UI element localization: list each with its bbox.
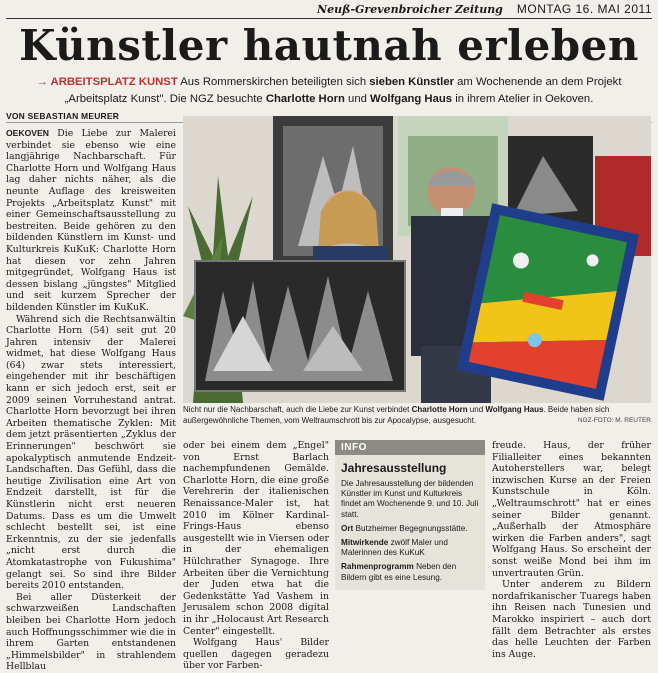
caption-text: Nicht nur die Nachbarschaft, auch die Liebe zur Kunst verbindet: [183, 405, 412, 414]
info-label: Rahmenprogramm: [341, 562, 414, 572]
article-column-3: [492, 440, 651, 660]
info-value: Butzheimer Begegnungsstätte.: [353, 523, 468, 533]
article-column-1: [6, 128, 176, 673]
info-label: Ort: [341, 523, 354, 533]
paragraph: Bei aller Düsterkeit der schwarzweißen Landschaften bleiben bei Charlotte Horn jedoch auch Hoffnungsschimmer wie die in ihrem Garten entstandenen „Himmelsbilder" in strahlendem Hellblau: [6, 591, 176, 673]
article-photo: [183, 116, 651, 403]
info-tag: INFO: [335, 440, 485, 455]
photo-credit: NGZ-FOTO: M. REUTER: [577, 416, 651, 424]
article-column-2: [183, 440, 329, 672]
article-headline: Künstler hautnah erleben: [19, 21, 639, 70]
teaser-text: und: [344, 93, 371, 105]
info-title: Jahresausstellung: [341, 461, 447, 475]
caption-bold: Charlotte Horn: [411, 405, 468, 414]
byline: VON SEBASTIAN MEURER: [6, 111, 120, 121]
teaser-kicker: → ARBEITSPLATZ KUNST: [36, 76, 178, 88]
teaser-text: in ihrem Atelier in Oekoven.: [452, 93, 594, 105]
photo-illustration: [183, 116, 651, 403]
paragraph: Während sich die Rechtsanwältin Charlotte Horn (54) seit gut 20 Jahren intensiv der Malerei widmet, hat diese Wolfgang Haus (64) zwar stets interessiert, eingehender mit ihr beschäftigen kann er sich jedoch erst, seit er 2009 seinen Vorruhestand antrat. Charlotte Horn bevorzugt bei ihren Arbeiten thematische Zyklen: Mit dem jetzt präsentierten „Zyklus der Erinnerungen" beschwört sie apokalyptisch anmutende Endzeit-Landschaften. Das Gefühl, dass die heutige Zivilisation eine Art von Endzeit darstellt, ist für die Künstlerin nicht erst neueren Datums. Dass es um die Umwelt schlecht bestellt sei, ist eine Erkenntnis, zu der sie jedenfalls „nicht erst durch die Atomkatastrophe von Fukushima" gelangt sei. So sind ihre Bilder bereits 2010 entstanden.: [6, 313, 176, 592]
caption-text: . Beide haben sich außergewöhnliche Themen, vom Weltraumschrott bis zur Apocalypse, ausgesucht.: [183, 405, 610, 425]
paragraph: [6, 128, 176, 314]
paragraph: freude. Haus, der früher Filialleiter eines bekannten Autoherstellers war, belegt inzwischen Kurse an der Freien Kunstschule in Köln. „Weltraumschrott" hat er eines seiner Bilder genannt. „Außerhalb der Atmosphäre wirken die Farben anders", sagt Wolfgang Haus. So erscheint der sonst weiße Mond bei ihm im unvertrauten Grün.: [492, 440, 651, 579]
teaser-text: am Wochenende an dem Projekt „Arbeitsplatz Kunst". Die NGZ besuchte: [64, 76, 622, 105]
paragraph-text: Die Liebe zur Malerei verbindet sie ebenso wie eine langjährige Nachbarschaft. Für Charlotte Horn und Wolfgang Haus lag daher nichts näher, als die neunte Auflage des kreisweiten Projekts „Arbeitsplatz Kunst" mit einer Gemeinschaftsausstellung zu bestreiten. Beide gehören zu den bildenden Künstlern im Kunst- und Kulturkreis KuKuK: Charlotte Horn hat diesen vor zehn Jahren mitgegründet, Wolfgang Haus ist dessen bislang „jüngstes" Mitglied und seit kurzem Sprecher der bildenden Künstler im KuKuK.: [6, 128, 176, 313]
issue-date: MONTAG 16. MAI 2011: [516, 2, 652, 16]
info-program: [335, 560, 485, 584]
info-label: Mitwirkende: [341, 538, 389, 548]
teaser-bold: sieben Künstler: [369, 76, 454, 88]
info-location: [335, 522, 485, 536]
masthead: [6, 0, 652, 19]
info-box: [335, 440, 485, 590]
teaser-text: Aus Rommerskirchen beteiligten sich: [177, 76, 370, 88]
photo-caption: [183, 405, 651, 426]
teaser-bold: Wolfgang Haus: [370, 93, 453, 105]
paragraph: Unter anderem zu Bildern nordafrikanischer Tuaregs haben ihn Reisen nach Tunesien und Marokko inspiriert – auch dort fällt dem Betrachter als erstes das helle Leuchten der Farben ins Auge.: [492, 579, 651, 660]
info-participants: [335, 536, 485, 560]
info-value: zwölf Maler und Malerinnen des KuKuK: [341, 538, 448, 558]
caption-text: und: [467, 405, 486, 414]
caption-bold: Wolfgang Haus: [485, 405, 544, 414]
newspaper-name: Neuß-Grevenbroicher Zeitung: [317, 2, 503, 16]
paragraph: Wolfgang Haus' Bilder quellen dagegen geradezu über vor Farben-: [183, 637, 329, 672]
teaser-bold: Charlotte Horn: [265, 93, 345, 105]
dateline: OEKOVEN: [6, 128, 49, 138]
article-teaser: [12, 74, 646, 108]
paragraph: oder bei einem dem „Engel" von Ernst Barlach nachempfundenen Gemälde. Charlotte Horn, die eine große Verehrerin der italienischen Renaissance-Maler ist, hat 2010 im Kölner Kardinal-Frings-Haus ebenso ausgestellt wie in Viersen oder in der ehemaligen Hülchrather Synagoge. Ihre Arbeiten über die Vernichtung der Juden etwa hat die Gedenkstätte Yad Vashem in Jerusalem schon 2008 digital in ihr „Holocaust Art Research Center" eingestellt.: [183, 440, 329, 637]
info-text: Die Jahresausstellung der bildenden Künstler im Kunst und Kulturkreis findet am Wochenende 9. und 10. Juli statt.: [341, 479, 479, 519]
info-value: Neben den Bildern gibt es eine Lesung.: [341, 562, 457, 582]
